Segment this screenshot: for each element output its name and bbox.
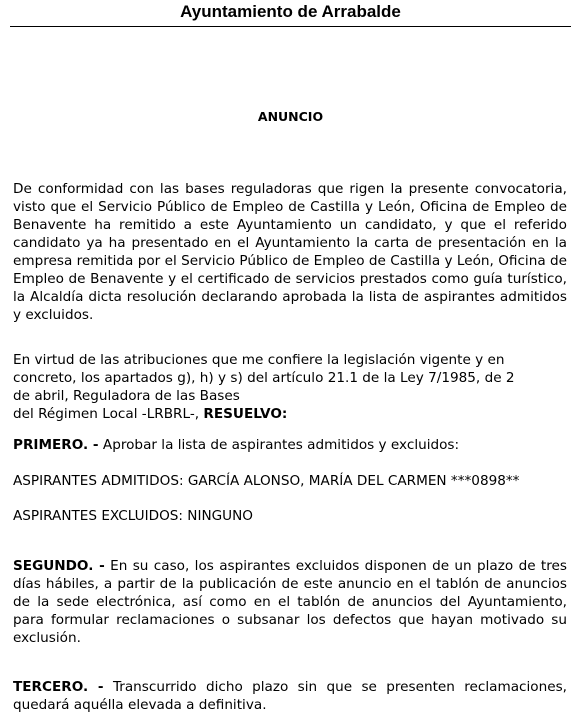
powers-line: concreto, los apartados g), h) y s) del artículo 21.1 de la Ley 7/1985, de 2 xyxy=(13,370,515,386)
municipality-title: Ayuntamiento de Arrabalde xyxy=(180,2,401,21)
powers-line: de abril, Reguladora de las Bases xyxy=(13,388,240,404)
third-label: TERCERO. - xyxy=(13,679,104,695)
document-heading: ANUNCIO xyxy=(257,109,324,124)
first-resolution xyxy=(13,436,567,454)
third-text: Transcurrido dicho plazo sin que se presenten reclamaciones, quedará aquélla elevada a definitiva. xyxy=(13,679,567,713)
header-divider xyxy=(10,26,571,27)
third-resolution xyxy=(13,678,567,714)
first-text: Aprobar la lista de aspirantes admitidos y excluidos: xyxy=(98,437,460,453)
powers-line: En virtud de las atribuciones que me confiere la legislación vigente y en xyxy=(13,352,505,368)
second-text: En su caso, los aspirantes excluidos disponen de un plazo de tres días hábiles, a partir de la publicación de este anuncio en el tablón de anuncios de la sede electrónica, así como en el tablón de anuncios del Ayuntamiento, para formular reclamaciones o subsanar los defectos que hayan motivado su exclusión. xyxy=(13,558,567,646)
powers-line-text: del Régimen Local -LRBRL-, xyxy=(13,406,204,422)
first-label: PRIMERO. - xyxy=(13,437,99,453)
page-header xyxy=(0,0,581,27)
powers-line-resolve xyxy=(13,405,567,423)
powers-paragraph xyxy=(13,351,567,423)
resolve-keyword: RESUELVO: xyxy=(203,406,288,422)
admitted-list: ASPIRANTES ADMITIDOS: GARCÍA ALONSO, MARÍA DEL CARMEN ***0898** xyxy=(13,473,520,489)
second-resolution xyxy=(13,557,567,647)
second-label: SEGUNDO. - xyxy=(13,558,105,574)
intro-paragraph: De conformidad con las bases reguladoras que rigen la presente convocatoria, visto que el Servicio Público de Empleo de Castilla y León, Oficina de Empleo de Benavente ha remitido a este Ayuntamiento un candidato, y que el referido candidato ya ha presentado en el Ayuntamiento la carta de presentación en la empresa remitida por el Servicio Público de Empleo de Castilla y León, Oficina de Empleo de Benavente y el certificado de servicios prestados como guía turístico, la Alcaldía dicta resolución declarando aprobada la lista de aspirantes admitidos y excluidos. xyxy=(13,181,567,323)
excluded-list: ASPIRANTES EXCLUIDOS: NINGUNO xyxy=(13,508,253,524)
